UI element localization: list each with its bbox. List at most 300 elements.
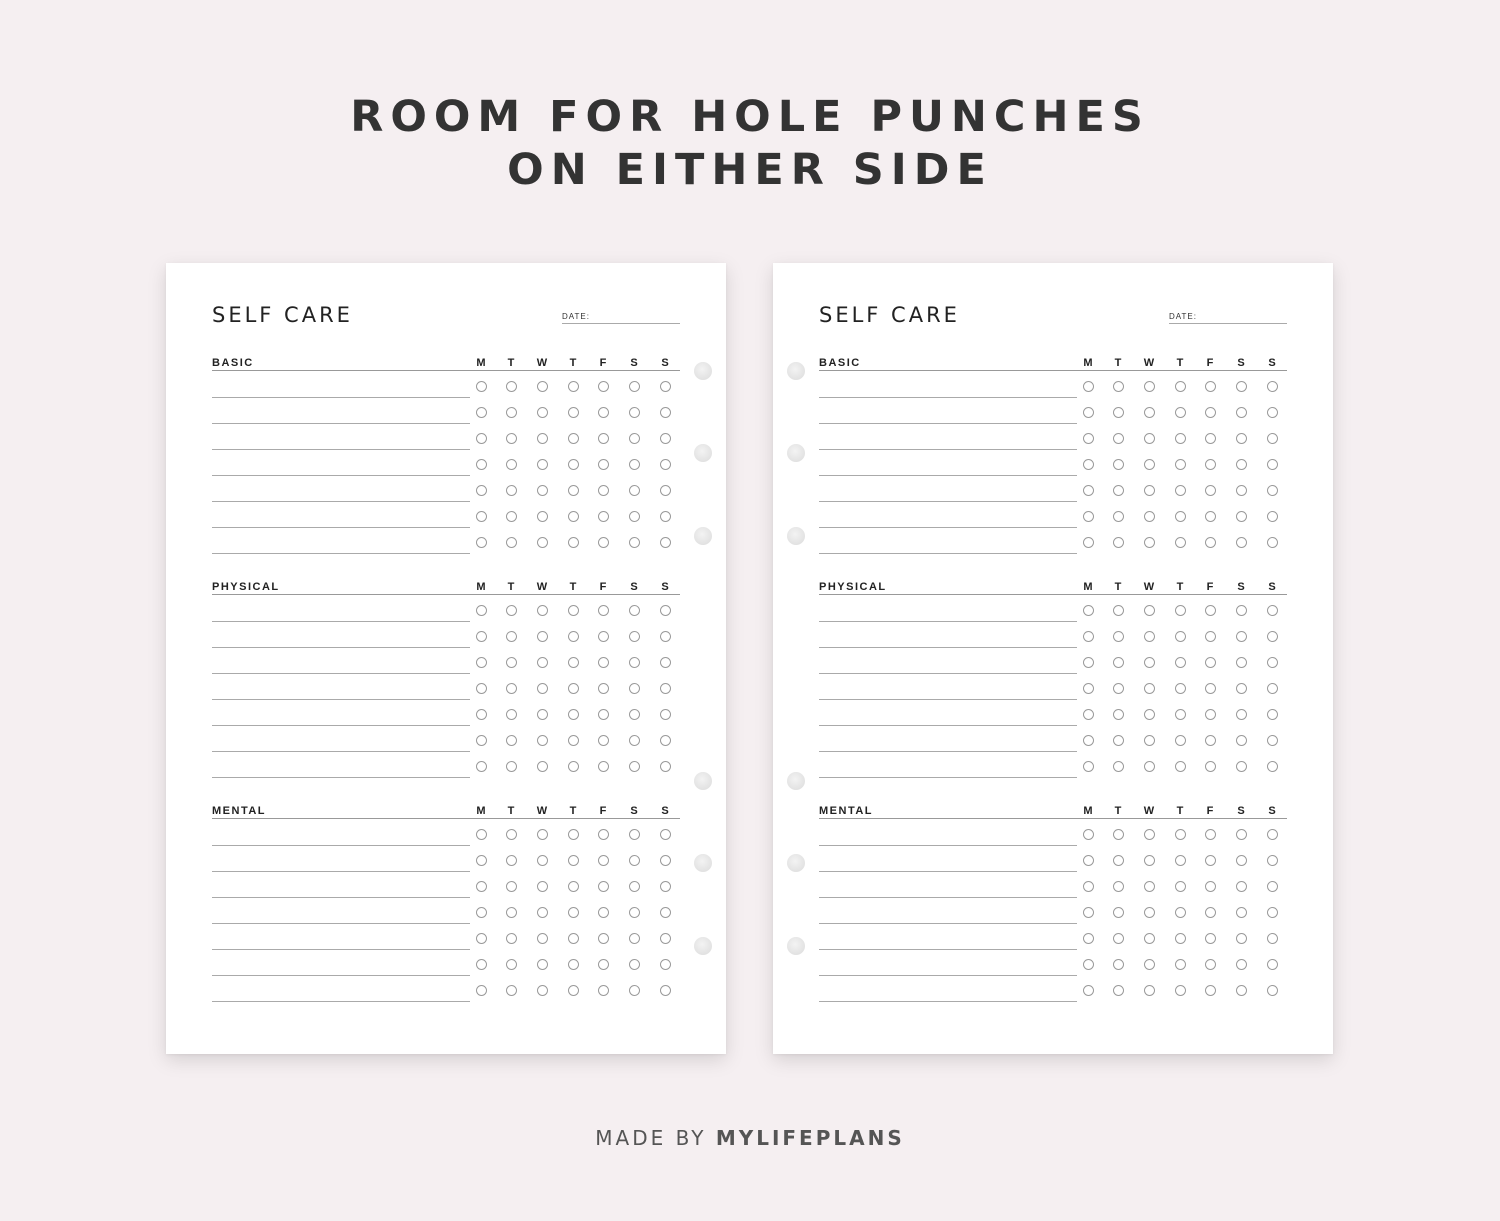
habit-checkbox[interactable] — [1205, 511, 1216, 522]
habit-checkbox[interactable] — [1267, 829, 1278, 840]
habit-checkbox[interactable] — [1144, 735, 1155, 746]
habit-checkbox[interactable] — [1205, 907, 1216, 918]
habit-checkbox[interactable] — [506, 959, 517, 970]
writing-line[interactable] — [819, 871, 1077, 872]
habit-checkbox[interactable] — [1205, 959, 1216, 970]
habit-checkbox[interactable] — [476, 433, 487, 444]
habit-checkbox[interactable] — [506, 907, 517, 918]
habit-checkbox[interactable] — [476, 855, 487, 866]
habit-checkbox[interactable] — [1113, 829, 1124, 840]
habit-checkbox[interactable] — [476, 829, 487, 840]
habit-checkbox[interactable] — [506, 605, 517, 616]
habit-checkbox[interactable] — [506, 511, 517, 522]
habit-checkbox[interactable] — [1267, 459, 1278, 470]
habit-checkbox[interactable] — [506, 381, 517, 392]
habit-checkbox[interactable] — [1236, 881, 1247, 892]
habit-checkbox[interactable] — [1113, 907, 1124, 918]
habit-checkbox[interactable] — [1267, 735, 1278, 746]
habit-checkbox[interactable] — [476, 881, 487, 892]
habit-checkbox[interactable] — [568, 683, 579, 694]
habit-checkbox[interactable] — [1205, 933, 1216, 944]
habit-checkbox[interactable] — [1144, 631, 1155, 642]
habit-checkbox[interactable] — [629, 881, 640, 892]
habit-checkbox[interactable] — [1267, 683, 1278, 694]
writing-line[interactable] — [212, 1001, 470, 1002]
habit-checkbox[interactable] — [568, 985, 579, 996]
habit-checkbox[interactable] — [1267, 709, 1278, 720]
habit-checkbox[interactable] — [1113, 433, 1124, 444]
habit-checkbox[interactable] — [568, 511, 579, 522]
habit-checkbox[interactable] — [1236, 829, 1247, 840]
habit-checkbox[interactable] — [568, 709, 579, 720]
habit-checkbox[interactable] — [506, 459, 517, 470]
habit-checkbox[interactable] — [1175, 407, 1186, 418]
habit-checkbox[interactable] — [1236, 381, 1247, 392]
habit-checkbox[interactable] — [537, 735, 548, 746]
habit-checkbox[interactable] — [1113, 855, 1124, 866]
habit-checkbox[interactable] — [660, 537, 671, 548]
writing-line[interactable] — [212, 673, 470, 674]
habit-checkbox[interactable] — [1205, 605, 1216, 616]
habit-checkbox[interactable] — [1175, 631, 1186, 642]
habit-checkbox[interactable] — [1083, 907, 1094, 918]
habit-checkbox[interactable] — [1144, 537, 1155, 548]
habit-checkbox[interactable] — [598, 485, 609, 496]
habit-checkbox[interactable] — [629, 683, 640, 694]
writing-line[interactable] — [212, 777, 470, 778]
habit-checkbox[interactable] — [506, 735, 517, 746]
habit-checkbox[interactable] — [660, 829, 671, 840]
habit-checkbox[interactable] — [629, 933, 640, 944]
habit-checkbox[interactable] — [506, 485, 517, 496]
habit-checkbox[interactable] — [660, 907, 671, 918]
habit-checkbox[interactable] — [598, 631, 609, 642]
habit-checkbox[interactable] — [1144, 459, 1155, 470]
habit-checkbox[interactable] — [598, 829, 609, 840]
writing-line[interactable] — [212, 751, 470, 752]
habit-checkbox[interactable] — [1205, 855, 1216, 866]
writing-line[interactable] — [819, 673, 1077, 674]
habit-checkbox[interactable] — [1236, 605, 1247, 616]
habit-checkbox[interactable] — [660, 933, 671, 944]
habit-checkbox[interactable] — [1236, 985, 1247, 996]
habit-checkbox[interactable] — [506, 709, 517, 720]
habit-checkbox[interactable] — [1236, 683, 1247, 694]
habit-checkbox[interactable] — [1236, 735, 1247, 746]
writing-line[interactable] — [212, 699, 470, 700]
habit-checkbox[interactable] — [1205, 537, 1216, 548]
habit-checkbox[interactable] — [629, 433, 640, 444]
habit-checkbox[interactable] — [568, 829, 579, 840]
habit-checkbox[interactable] — [1083, 631, 1094, 642]
habit-checkbox[interactable] — [476, 933, 487, 944]
writing-line[interactable] — [819, 725, 1077, 726]
habit-checkbox[interactable] — [1236, 511, 1247, 522]
habit-checkbox[interactable] — [1236, 433, 1247, 444]
habit-checkbox[interactable] — [598, 459, 609, 470]
habit-checkbox[interactable] — [660, 985, 671, 996]
habit-checkbox[interactable] — [476, 985, 487, 996]
habit-checkbox[interactable] — [1144, 761, 1155, 772]
habit-checkbox[interactable] — [660, 761, 671, 772]
habit-checkbox[interactable] — [1175, 485, 1186, 496]
habit-checkbox[interactable] — [1175, 709, 1186, 720]
habit-checkbox[interactable] — [1083, 959, 1094, 970]
habit-checkbox[interactable] — [568, 907, 579, 918]
habit-checkbox[interactable] — [476, 459, 487, 470]
writing-line[interactable] — [212, 845, 470, 846]
habit-checkbox[interactable] — [1083, 605, 1094, 616]
habit-checkbox[interactable] — [568, 657, 579, 668]
habit-checkbox[interactable] — [506, 933, 517, 944]
habit-checkbox[interactable] — [660, 605, 671, 616]
habit-checkbox[interactable] — [1267, 933, 1278, 944]
habit-checkbox[interactable] — [1083, 537, 1094, 548]
habit-checkbox[interactable] — [629, 511, 640, 522]
habit-checkbox[interactable] — [1236, 761, 1247, 772]
habit-checkbox[interactable] — [1083, 855, 1094, 866]
habit-checkbox[interactable] — [629, 985, 640, 996]
habit-checkbox[interactable] — [1144, 881, 1155, 892]
habit-checkbox[interactable] — [1175, 459, 1186, 470]
habit-checkbox[interactable] — [629, 381, 640, 392]
habit-checkbox[interactable] — [568, 537, 579, 548]
habit-checkbox[interactable] — [1236, 709, 1247, 720]
habit-checkbox[interactable] — [506, 761, 517, 772]
habit-checkbox[interactable] — [1236, 537, 1247, 548]
habit-checkbox[interactable] — [1205, 631, 1216, 642]
habit-checkbox[interactable] — [598, 657, 609, 668]
habit-checkbox[interactable] — [476, 407, 487, 418]
habit-checkbox[interactable] — [506, 407, 517, 418]
writing-line[interactable] — [212, 423, 470, 424]
habit-checkbox[interactable] — [1083, 881, 1094, 892]
habit-checkbox[interactable] — [1236, 407, 1247, 418]
habit-checkbox[interactable] — [660, 459, 671, 470]
writing-line[interactable] — [819, 975, 1077, 976]
writing-line[interactable] — [819, 423, 1077, 424]
habit-checkbox[interactable] — [1113, 761, 1124, 772]
writing-line[interactable] — [212, 475, 470, 476]
habit-checkbox[interactable] — [629, 407, 640, 418]
habit-checkbox[interactable] — [629, 735, 640, 746]
habit-checkbox[interactable] — [598, 433, 609, 444]
habit-checkbox[interactable] — [1175, 959, 1186, 970]
habit-checkbox[interactable] — [1083, 683, 1094, 694]
habit-checkbox[interactable] — [1267, 511, 1278, 522]
habit-checkbox[interactable] — [1267, 959, 1278, 970]
habit-checkbox[interactable] — [629, 855, 640, 866]
writing-line[interactable] — [212, 897, 470, 898]
habit-checkbox[interactable] — [1267, 433, 1278, 444]
habit-checkbox[interactable] — [629, 657, 640, 668]
habit-checkbox[interactable] — [1144, 907, 1155, 918]
habit-checkbox[interactable] — [537, 683, 548, 694]
habit-checkbox[interactable] — [1083, 433, 1094, 444]
writing-line[interactable] — [819, 397, 1077, 398]
habit-checkbox[interactable] — [660, 855, 671, 866]
habit-checkbox[interactable] — [1205, 985, 1216, 996]
habit-checkbox[interactable] — [598, 537, 609, 548]
habit-checkbox[interactable] — [660, 657, 671, 668]
habit-checkbox[interactable] — [1205, 657, 1216, 668]
habit-checkbox[interactable] — [1083, 511, 1094, 522]
habit-checkbox[interactable] — [476, 485, 487, 496]
habit-checkbox[interactable] — [598, 735, 609, 746]
habit-checkbox[interactable] — [1205, 381, 1216, 392]
habit-checkbox[interactable] — [1267, 985, 1278, 996]
writing-line[interactable] — [819, 553, 1077, 554]
writing-line[interactable] — [819, 845, 1077, 846]
habit-checkbox[interactable] — [568, 459, 579, 470]
habit-checkbox[interactable] — [537, 761, 548, 772]
habit-checkbox[interactable] — [1236, 485, 1247, 496]
habit-checkbox[interactable] — [537, 605, 548, 616]
habit-checkbox[interactable] — [1144, 933, 1155, 944]
habit-checkbox[interactable] — [1175, 735, 1186, 746]
habit-checkbox[interactable] — [1175, 381, 1186, 392]
habit-checkbox[interactable] — [476, 511, 487, 522]
habit-checkbox[interactable] — [598, 855, 609, 866]
habit-checkbox[interactable] — [476, 381, 487, 392]
habit-checkbox[interactable] — [1144, 829, 1155, 840]
habit-checkbox[interactable] — [629, 907, 640, 918]
habit-checkbox[interactable] — [1236, 855, 1247, 866]
habit-checkbox[interactable] — [1205, 709, 1216, 720]
habit-checkbox[interactable] — [476, 631, 487, 642]
writing-line[interactable] — [819, 501, 1077, 502]
writing-line[interactable] — [212, 871, 470, 872]
writing-line[interactable] — [819, 1001, 1077, 1002]
habit-checkbox[interactable] — [537, 907, 548, 918]
writing-line[interactable] — [212, 527, 470, 528]
habit-checkbox[interactable] — [1144, 959, 1155, 970]
habit-checkbox[interactable] — [1205, 881, 1216, 892]
habit-checkbox[interactable] — [598, 683, 609, 694]
habit-checkbox[interactable] — [1144, 433, 1155, 444]
habit-checkbox[interactable] — [598, 407, 609, 418]
habit-checkbox[interactable] — [598, 933, 609, 944]
habit-checkbox[interactable] — [1083, 985, 1094, 996]
habit-checkbox[interactable] — [598, 907, 609, 918]
habit-checkbox[interactable] — [1236, 459, 1247, 470]
habit-checkbox[interactable] — [629, 485, 640, 496]
habit-checkbox[interactable] — [1144, 683, 1155, 694]
habit-checkbox[interactable] — [1113, 631, 1124, 642]
habit-checkbox[interactable] — [629, 829, 640, 840]
writing-line[interactable] — [212, 553, 470, 554]
habit-checkbox[interactable] — [1175, 537, 1186, 548]
writing-line[interactable] — [212, 449, 470, 450]
habit-checkbox[interactable] — [1236, 631, 1247, 642]
habit-checkbox[interactable] — [537, 407, 548, 418]
habit-checkbox[interactable] — [568, 605, 579, 616]
habit-checkbox[interactable] — [1144, 855, 1155, 866]
habit-checkbox[interactable] — [1236, 907, 1247, 918]
habit-checkbox[interactable] — [506, 433, 517, 444]
habit-checkbox[interactable] — [1113, 735, 1124, 746]
habit-checkbox[interactable] — [537, 433, 548, 444]
habit-checkbox[interactable] — [568, 933, 579, 944]
writing-line[interactable] — [819, 527, 1077, 528]
habit-checkbox[interactable] — [1144, 407, 1155, 418]
habit-checkbox[interactable] — [1267, 407, 1278, 418]
habit-checkbox[interactable] — [568, 735, 579, 746]
habit-checkbox[interactable] — [1267, 657, 1278, 668]
habit-checkbox[interactable] — [537, 459, 548, 470]
habit-checkbox[interactable] — [1083, 761, 1094, 772]
habit-checkbox[interactable] — [1267, 855, 1278, 866]
habit-checkbox[interactable] — [1144, 985, 1155, 996]
habit-checkbox[interactable] — [506, 881, 517, 892]
habit-checkbox[interactable] — [1236, 959, 1247, 970]
habit-checkbox[interactable] — [598, 881, 609, 892]
writing-line[interactable] — [819, 949, 1077, 950]
habit-checkbox[interactable] — [568, 407, 579, 418]
habit-checkbox[interactable] — [506, 631, 517, 642]
habit-checkbox[interactable] — [1113, 881, 1124, 892]
habit-checkbox[interactable] — [1083, 381, 1094, 392]
habit-checkbox[interactable] — [568, 881, 579, 892]
habit-checkbox[interactable] — [1175, 855, 1186, 866]
habit-checkbox[interactable] — [1175, 605, 1186, 616]
habit-checkbox[interactable] — [660, 407, 671, 418]
habit-checkbox[interactable] — [1236, 933, 1247, 944]
habit-checkbox[interactable] — [629, 459, 640, 470]
writing-line[interactable] — [212, 647, 470, 648]
habit-checkbox[interactable] — [506, 683, 517, 694]
habit-checkbox[interactable] — [537, 657, 548, 668]
habit-checkbox[interactable] — [1236, 657, 1247, 668]
habit-checkbox[interactable] — [629, 959, 640, 970]
habit-checkbox[interactable] — [476, 907, 487, 918]
habit-checkbox[interactable] — [1175, 683, 1186, 694]
habit-checkbox[interactable] — [1205, 683, 1216, 694]
habit-checkbox[interactable] — [1113, 709, 1124, 720]
habit-checkbox[interactable] — [1083, 459, 1094, 470]
habit-checkbox[interactable] — [476, 605, 487, 616]
habit-checkbox[interactable] — [537, 709, 548, 720]
writing-line[interactable] — [212, 949, 470, 950]
habit-checkbox[interactable] — [660, 433, 671, 444]
habit-checkbox[interactable] — [629, 709, 640, 720]
habit-checkbox[interactable] — [1267, 605, 1278, 616]
habit-checkbox[interactable] — [1175, 881, 1186, 892]
habit-checkbox[interactable] — [568, 761, 579, 772]
habit-checkbox[interactable] — [1205, 735, 1216, 746]
writing-line[interactable] — [819, 897, 1077, 898]
habit-checkbox[interactable] — [1113, 933, 1124, 944]
habit-checkbox[interactable] — [1083, 829, 1094, 840]
habit-checkbox[interactable] — [1113, 511, 1124, 522]
habit-checkbox[interactable] — [506, 657, 517, 668]
habit-checkbox[interactable] — [1175, 761, 1186, 772]
writing-line[interactable] — [212, 397, 470, 398]
habit-checkbox[interactable] — [1113, 381, 1124, 392]
habit-checkbox[interactable] — [537, 829, 548, 840]
habit-checkbox[interactable] — [1083, 407, 1094, 418]
habit-checkbox[interactable] — [568, 855, 579, 866]
habit-checkbox[interactable] — [1267, 485, 1278, 496]
writing-line[interactable] — [212, 725, 470, 726]
habit-checkbox[interactable] — [476, 959, 487, 970]
habit-checkbox[interactable] — [660, 511, 671, 522]
habit-checkbox[interactable] — [1205, 485, 1216, 496]
habit-checkbox[interactable] — [629, 761, 640, 772]
habit-checkbox[interactable] — [660, 709, 671, 720]
writing-line[interactable] — [212, 501, 470, 502]
habit-checkbox[interactable] — [629, 605, 640, 616]
habit-checkbox[interactable] — [629, 631, 640, 642]
habit-checkbox[interactable] — [1144, 381, 1155, 392]
habit-checkbox[interactable] — [1205, 459, 1216, 470]
habit-checkbox[interactable] — [1083, 657, 1094, 668]
habit-checkbox[interactable] — [537, 511, 548, 522]
habit-checkbox[interactable] — [1113, 459, 1124, 470]
habit-checkbox[interactable] — [568, 485, 579, 496]
habit-checkbox[interactable] — [629, 537, 640, 548]
habit-checkbox[interactable] — [537, 933, 548, 944]
habit-checkbox[interactable] — [1175, 433, 1186, 444]
habit-checkbox[interactable] — [1113, 959, 1124, 970]
habit-checkbox[interactable] — [1144, 657, 1155, 668]
habit-checkbox[interactable] — [537, 985, 548, 996]
habit-checkbox[interactable] — [537, 855, 548, 866]
habit-checkbox[interactable] — [476, 761, 487, 772]
habit-checkbox[interactable] — [1267, 881, 1278, 892]
writing-line[interactable] — [819, 449, 1077, 450]
habit-checkbox[interactable] — [506, 537, 517, 548]
habit-checkbox[interactable] — [1113, 985, 1124, 996]
habit-checkbox[interactable] — [537, 485, 548, 496]
habit-checkbox[interactable] — [476, 735, 487, 746]
habit-checkbox[interactable] — [1113, 407, 1124, 418]
habit-checkbox[interactable] — [476, 657, 487, 668]
habit-checkbox[interactable] — [1175, 657, 1186, 668]
habit-checkbox[interactable] — [1144, 605, 1155, 616]
habit-checkbox[interactable] — [476, 683, 487, 694]
habit-checkbox[interactable] — [506, 855, 517, 866]
habit-checkbox[interactable] — [1205, 829, 1216, 840]
habit-checkbox[interactable] — [476, 537, 487, 548]
habit-checkbox[interactable] — [537, 537, 548, 548]
habit-checkbox[interactable] — [568, 959, 579, 970]
habit-checkbox[interactable] — [537, 881, 548, 892]
writing-line[interactable] — [819, 923, 1077, 924]
habit-checkbox[interactable] — [598, 761, 609, 772]
habit-checkbox[interactable] — [1205, 407, 1216, 418]
habit-checkbox[interactable] — [568, 631, 579, 642]
habit-checkbox[interactable] — [506, 985, 517, 996]
habit-checkbox[interactable] — [660, 381, 671, 392]
habit-checkbox[interactable] — [598, 959, 609, 970]
habit-checkbox[interactable] — [1175, 511, 1186, 522]
habit-checkbox[interactable] — [660, 631, 671, 642]
writing-line[interactable] — [819, 699, 1077, 700]
habit-checkbox[interactable] — [598, 709, 609, 720]
habit-checkbox[interactable] — [568, 381, 579, 392]
habit-checkbox[interactable] — [660, 735, 671, 746]
habit-checkbox[interactable] — [1267, 631, 1278, 642]
habit-checkbox[interactable] — [1083, 485, 1094, 496]
habit-checkbox[interactable] — [568, 433, 579, 444]
writing-line[interactable] — [212, 975, 470, 976]
habit-checkbox[interactable] — [1205, 761, 1216, 772]
writing-line[interactable] — [212, 621, 470, 622]
habit-checkbox[interactable] — [598, 605, 609, 616]
habit-checkbox[interactable] — [476, 709, 487, 720]
habit-checkbox[interactable] — [1113, 683, 1124, 694]
